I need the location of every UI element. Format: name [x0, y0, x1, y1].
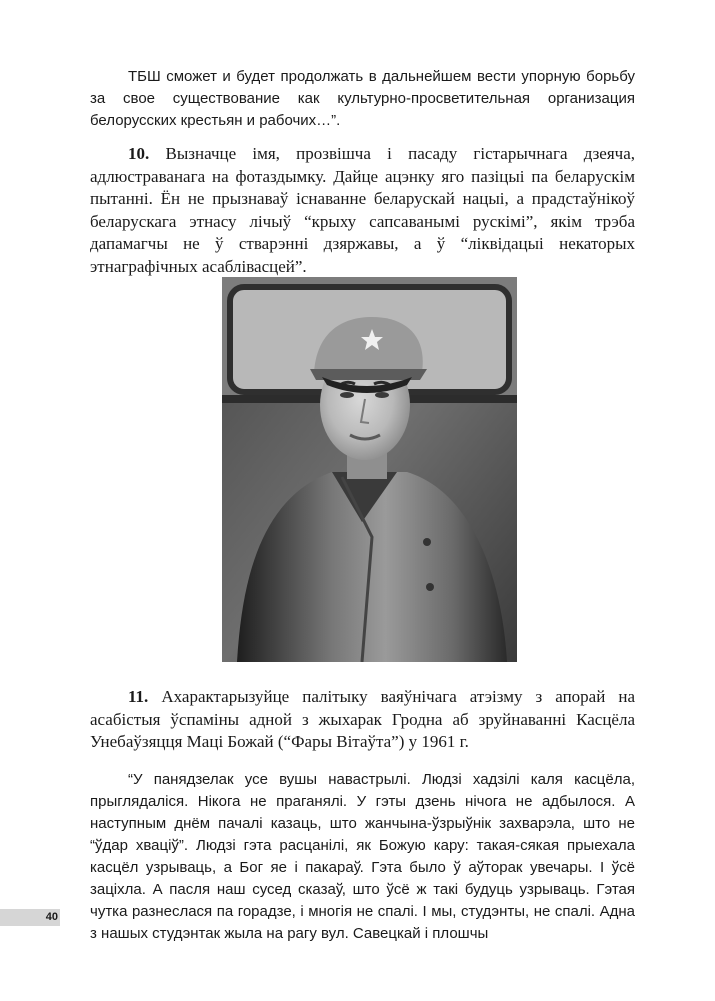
quote-excerpt-top	[90, 66, 635, 132]
page-number: 40	[0, 909, 60, 926]
memoir-quote	[90, 769, 635, 945]
question-11	[90, 686, 635, 754]
portrait-photo-icon	[222, 277, 517, 662]
historical-figure-photo	[222, 277, 517, 662]
question-11-number: 11.	[128, 687, 149, 706]
question-10-text: Вызначце імя, прозвішча і пасаду гістарычнага дзеяча, адлюстраванага на фотаздымку. Дайце ацэнку яго пазіцыі па беларускім пытанні. Ён не прызнаваў існаванне беларускай нацыі, а прадстаўнікоў беларускага этнасу лічыў “крыху сапсаванымі рускімі”, якім трэба дапамагчы не ў стварэнні дзяржавы, а ў “ліквідацыі некаторых этнаграфічных асаблівасцей”.	[90, 144, 636, 276]
question-10-number: 10.	[128, 144, 150, 163]
memoir-quote-text: “У панядзелак усе вушы навастрылі. Людзі хадзілі каля касцёла, прыглядаліся. Нікога не праганялі. У гэты дзень нічога не адбылося. А наступным днём пачалі казаць, што жанчына-ўзрыўнік захварэла, што не “ўдар хваціў”. Людзі гэта расцанілі, як Божую кару: такая-сякая прыехала касцёл узрываць, а Бог яе і пакараў. Гэта было ў аўторак увечары. І ўсё заціхла. А пасля наш сусед сказаў, што ўсё ж такі будуць узрываць. Гэтая чутка разнеслася па горадзе, і многія не спалі. І мы, студэнты, не спалі. Адна з нашых студэнтак жыла на рагу вул. Савецкай і плошчы	[90, 771, 635, 942]
question-11-text: Ахарактарызуйце палітыку ваяўнічага атэізму з апорай на асабістыя ўспаміны адной з жыхарак Гродна аб зруйнаванні Касцёла Унебаўзяцця Маці Божай (“Фары Вітаўта”) у 1961 г.	[90, 687, 636, 751]
quote-excerpt-top-text: ТБШ сможет и будет продолжать в дальнейшем вести упорную борьбу за свое существование как культурно-просветительная организация белорусских крестьян и рабочих…”.	[90, 68, 635, 129]
question-10	[90, 143, 635, 278]
